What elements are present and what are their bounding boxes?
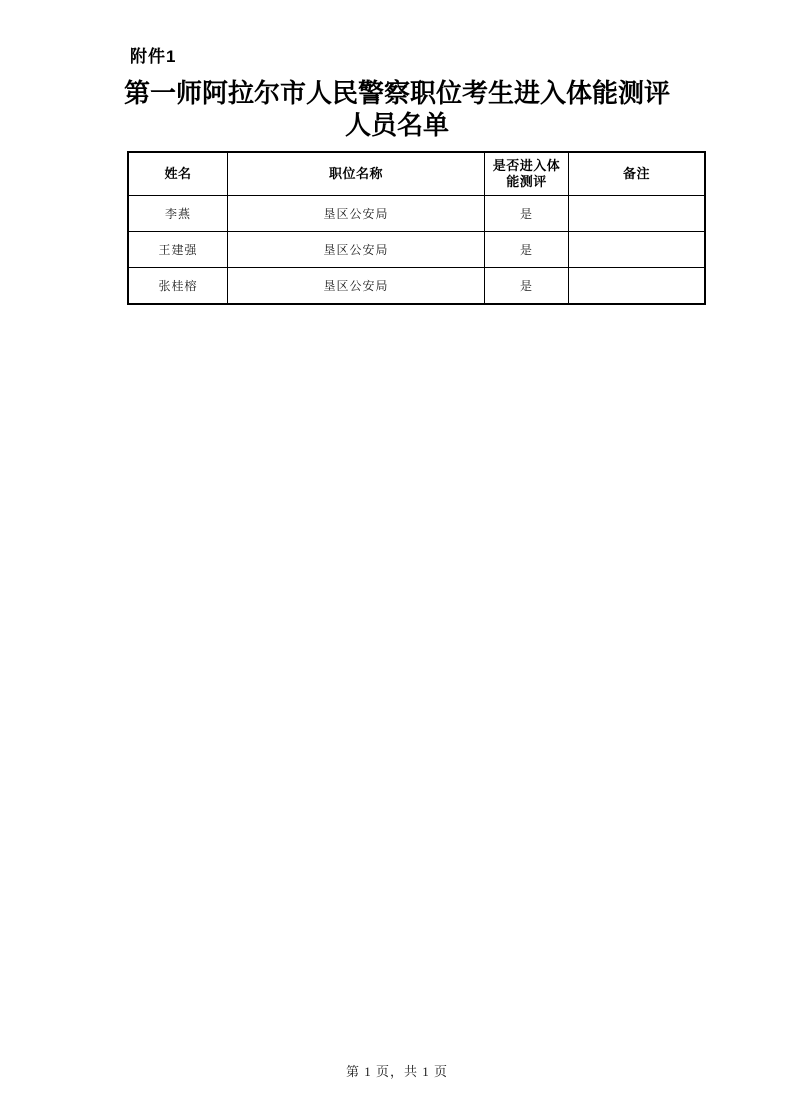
cell-enter-test: 是 (485, 232, 569, 268)
document-title (0, 78, 794, 142)
cell-name: 张桂榕 (128, 268, 228, 305)
document-title-line2: 人员名单 (344, 111, 449, 140)
cell-remark (569, 232, 706, 268)
cell-position: 垦区公安局 (228, 232, 485, 268)
cell-position: 垦区公安局 (228, 268, 485, 305)
col-header-name: 姓名 (128, 152, 228, 196)
col-header-position: 职位名称 (228, 152, 485, 196)
document-title-line1: 第一师阿拉尔市人民警察职位考生进入体能测评 (123, 79, 670, 108)
header-row (128, 152, 705, 196)
attachment-label: 附件1 (130, 47, 177, 66)
roster-table (127, 151, 706, 305)
roster-table-body (128, 196, 705, 305)
cell-position: 垦区公安局 (228, 196, 485, 232)
cell-name: 李燕 (128, 196, 228, 232)
col-header-enter-test: 是否进入体能测评 (485, 152, 569, 196)
cell-enter-test: 是 (485, 196, 569, 232)
cell-enter-test: 是 (485, 268, 569, 305)
cell-remark (569, 268, 706, 305)
cell-name: 王建强 (128, 232, 228, 268)
table-row (128, 268, 705, 305)
page-number-footer: 第 1 页，共 1 页 (345, 1064, 448, 1079)
table-row (128, 232, 705, 268)
roster-table-header (128, 152, 705, 196)
cell-remark (569, 196, 706, 232)
table-row (128, 196, 705, 232)
col-header-remark: 备注 (569, 152, 706, 196)
